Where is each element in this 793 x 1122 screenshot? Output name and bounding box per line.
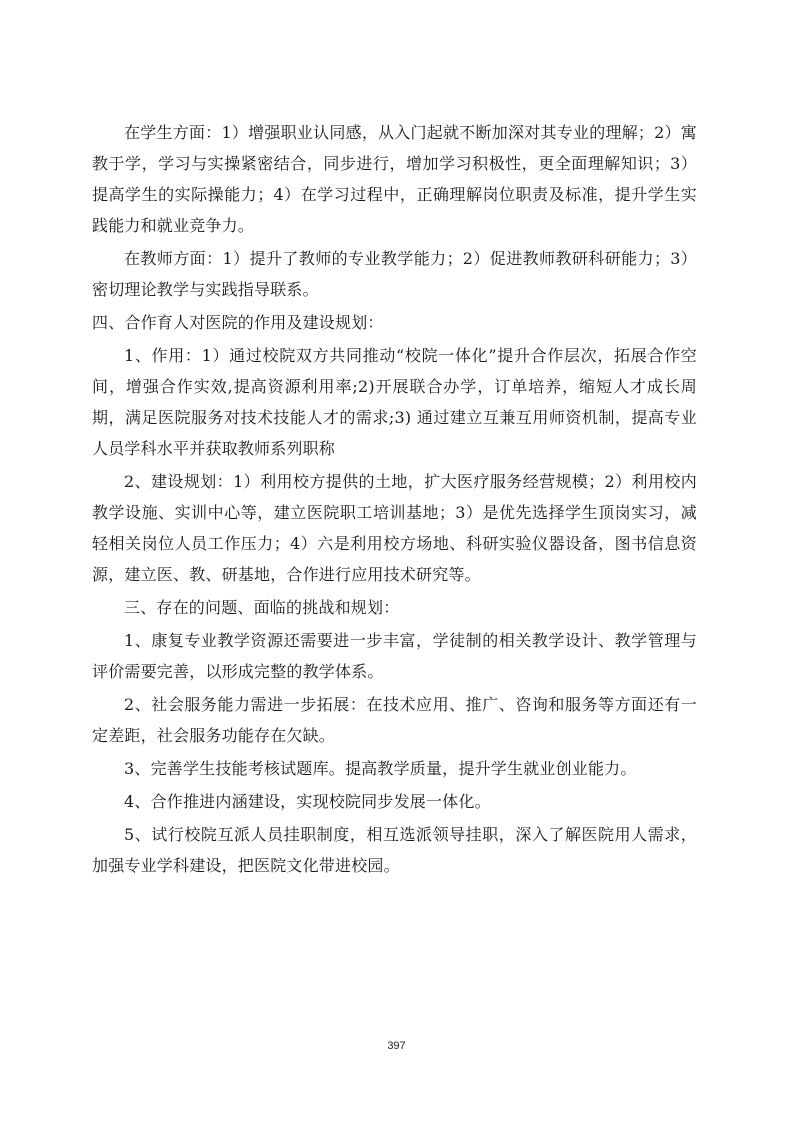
paragraph-plan: 2、建设规划：1）利用校方提供的土地，扩大医疗服务经营规模；2）利用校内教学设施、实训中心等，建立医院职工培训基地；3）是优先选择学生顶岗实习，减轻相关岗位人员工作压力；4）六是利用校方场地、科研实验仪器设备，图书信息资源，建立医、教、研基地，合作进行应用技术研究等。 [92, 472, 697, 584]
paragraph-students: 在学生方面：1）增强职业认同感，从入门起就不断加深对其专业的理解；2）寓教于学，学习与实操紧密结合，同步进行，增加学习积极性，更全面理解知识；3）提高学生的实际操能力；4）在学习过程中，正确理解岗位职责及标准，提升学生实践能力和就业竞争力。 [92, 123, 697, 235]
paragraph-role: 1、作用：1）通过校院双方共同推动“校院一体化”提升合作层次，拓展合作空间，增强合作实效,提高资源利用率;2)开展联合办学，订单培养，缩短人才成长周期，满足医院服务对技术技能人才的需求;3) 通过建立互兼互用师资机制，提高专业人员学科水平并获取教师系列职称 [92, 346, 697, 458]
paragraph-teachers: 在教师方面：1）提升了教师的专业教学能力；2）促进教师教研科研能力；3）密切理论教学与实践指导联系。 [92, 249, 697, 299]
list-item-5: 5、试行校院互派人员挂职制度，相互选派领导挂职，深入了解医院用人需求，加强专业学科建设，把医院文化带进校园。 [92, 825, 697, 875]
list-item-4: 4、合作推进内涵建设，实现校院同步发展一体化。 [124, 792, 491, 811]
list-item-3: 3、完善学生技能考核试题库。提高教学质量，提升学生就业创业能力。 [124, 759, 637, 778]
list-item-1: 1、康复专业教学资源还需要进一步丰富，学徒制的相关教学设计、教学管理与评价需要完善，以形成完整的教学体系。 [92, 631, 697, 681]
document-body [92, 117, 697, 883]
section-heading-3: 三、存在的问题、面临的挑战和规划： [124, 598, 400, 617]
page-number: 397 [387, 1040, 406, 1052]
list-item-2: 2、社会服务能力需进一步拓展：在技术应用、推广、咨询和服务等方面还有一定差距，社会服务功能存在欠缺。 [92, 695, 697, 745]
section-heading-4: 四、合作育人对医院的作用及建设规划： [92, 313, 384, 332]
